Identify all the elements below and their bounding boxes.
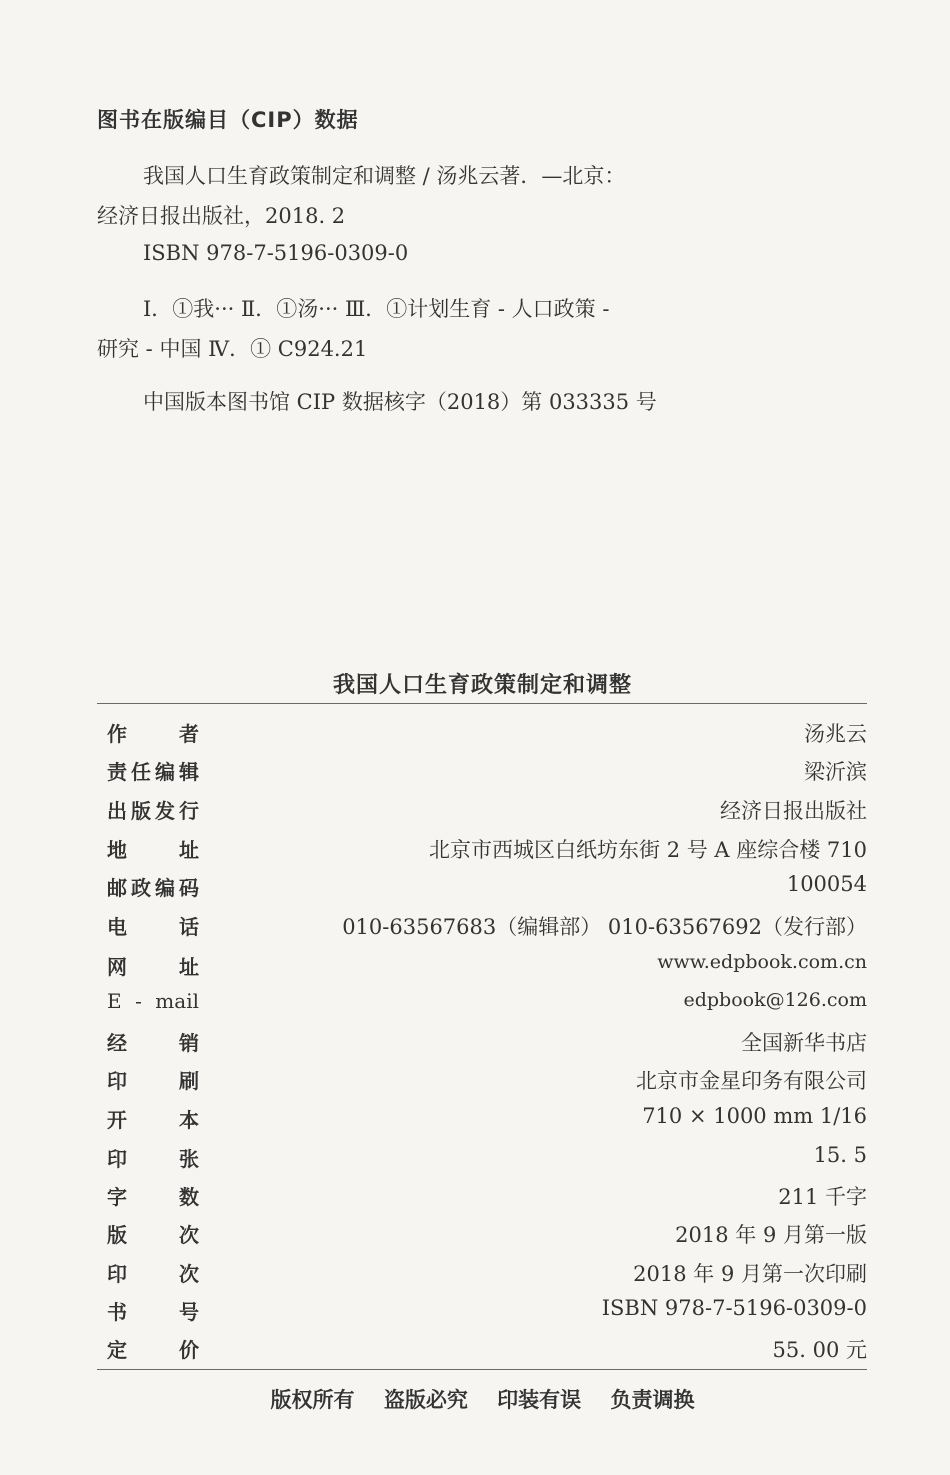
row-value: 全国新华书店 [741, 1031, 867, 1055]
row-value: 2018 年 9 月第一版 [675, 1223, 867, 1247]
colophon-row [97, 1143, 867, 1181]
row-value: 100054 [786, 872, 867, 896]
row-value: 010-63567683（编辑部） 010-63567692（发行部） [342, 915, 867, 939]
row-label: 地址 [107, 838, 199, 862]
row-label: 书号 [107, 1300, 199, 1324]
colophon-row [97, 1181, 867, 1219]
colophon-top-rule [97, 703, 867, 704]
colophon-row [97, 756, 867, 794]
cip-line-record-number: 中国版本图书馆 CIP 数据核字（2018）第 033335 号 [143, 390, 657, 414]
row-label: 定价 [107, 1338, 199, 1362]
row-label: E - mail [107, 989, 199, 1013]
row-value: 北京市金星印务有限公司 [636, 1069, 867, 1093]
cip-line-publisher: 经济日报出版社，2018. 2 [97, 204, 346, 228]
row-value: 710 × 1000 mm 1/16 [642, 1104, 867, 1128]
row-label: 印刷 [107, 1069, 199, 1093]
colophon-row [97, 795, 867, 833]
row-label: 印次 [107, 1262, 199, 1286]
colophon-row [97, 951, 867, 989]
colophon-row [97, 718, 867, 756]
slogan-exchange: 负责调换 [610, 1388, 695, 1412]
colophon-row [97, 1258, 867, 1296]
row-label: 印张 [107, 1147, 199, 1171]
cip-line-isbn: ISBN 978-7-5196-0309-0 [143, 241, 409, 265]
row-value: 211 千字 [778, 1185, 867, 1209]
slogan-piracy: 盗版必究 [383, 1388, 468, 1412]
colophon-row [97, 1334, 867, 1372]
colophon-row [97, 834, 867, 872]
row-value: 汤兆云 [804, 722, 867, 746]
cip-line-classification: 研究 - 中国 Ⅳ．① C924.21 [97, 337, 368, 361]
colophon-title: 我国人口生育政策制定和调整 [332, 673, 632, 698]
row-label: 出版发行 [107, 799, 199, 823]
row-value: 2018 年 9 月第一次印刷 [633, 1262, 867, 1286]
cip-line-subjects: Ⅰ．①我··· Ⅱ．①汤··· Ⅲ．①计划生育 - 人口政策 - [143, 297, 610, 321]
colophon-row [97, 1296, 867, 1334]
slogan-misbinding: 印装有误 [497, 1388, 582, 1412]
colophon-row [97, 872, 867, 910]
colophon-row [97, 1065, 867, 1103]
row-label: 邮政编码 [107, 876, 199, 900]
row-value: 梁沂滨 [804, 760, 867, 784]
row-value: edpbook@126.com [683, 989, 867, 1011]
row-value: 55. 00 元 [772, 1338, 867, 1362]
row-value: 经济日报出版社 [720, 799, 867, 823]
row-value: 北京市西城区白纸坊东街 2 号 A 座综合楼 710 [429, 838, 867, 862]
slogan-copyright: 版权所有 [270, 1388, 355, 1412]
footer-slogans [0, 1384, 950, 1414]
row-label: 开本 [107, 1108, 199, 1132]
colophon-bottom-rule [97, 1369, 867, 1370]
cip-heading: 图书在版编目（CIP）数据 [97, 108, 359, 132]
row-label: 网址 [107, 955, 199, 979]
colophon-row [97, 989, 867, 1027]
row-label: 作者 [107, 722, 199, 746]
row-label: 版次 [107, 1223, 199, 1247]
colophon-row [97, 1104, 867, 1142]
row-label: 经销 [107, 1031, 199, 1055]
colophon-row [97, 1219, 867, 1257]
colophon-row [97, 911, 867, 949]
cip-line-title: 我国人口生育政策制定和调整 / 汤兆云著．—北京： [143, 164, 626, 188]
colophon-row [97, 1027, 867, 1065]
row-value: ISBN 978-7-5196-0309-0 [601, 1296, 867, 1320]
row-label: 字数 [107, 1185, 199, 1209]
row-value: www.edpbook.com.cn [657, 951, 867, 973]
row-label: 责任编辑 [107, 760, 199, 784]
row-value: 15. 5 [813, 1143, 867, 1167]
row-label: 电话 [107, 915, 199, 939]
